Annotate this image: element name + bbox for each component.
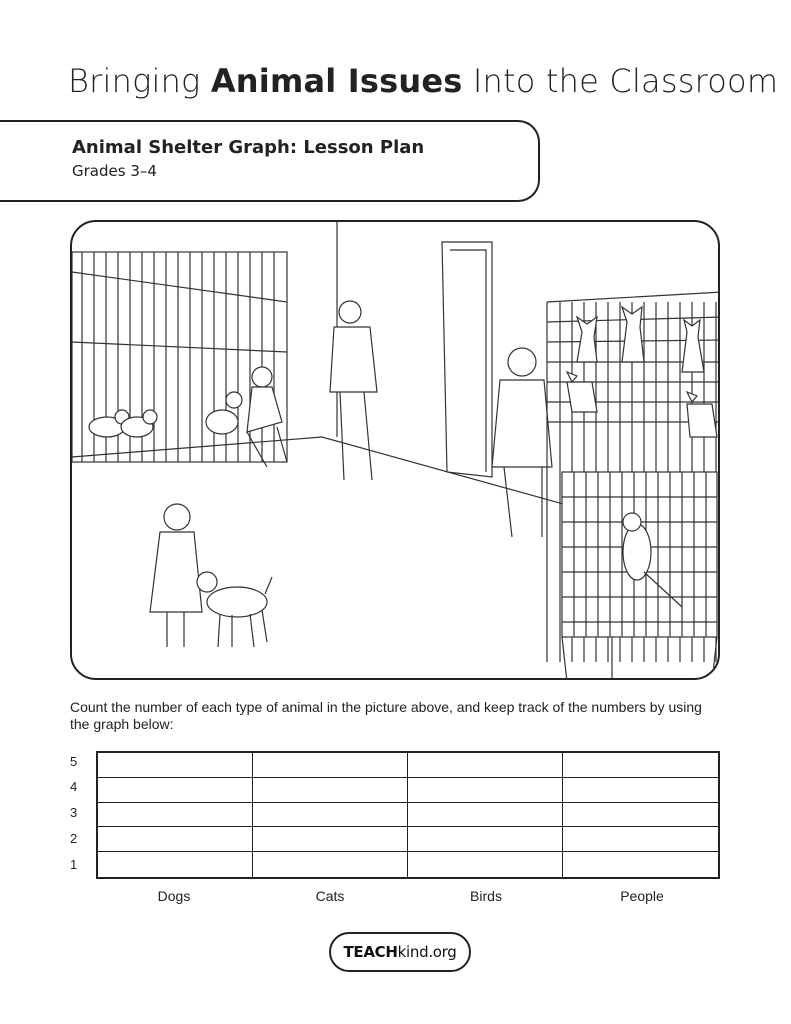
crouching-woman [247, 367, 287, 467]
caged-cats [567, 307, 717, 437]
graph-cell[interactable] [563, 753, 718, 778]
graph-cell[interactable] [98, 827, 253, 852]
graph-cell[interactable] [563, 803, 718, 828]
lesson-title: Animal Shelter Graph: Lesson Plan [72, 137, 425, 158]
graph-cell[interactable] [563, 827, 718, 852]
y-tick-label: 4 [70, 779, 78, 794]
graph-cell[interactable] [408, 753, 563, 778]
graph-cell[interactable] [253, 803, 408, 828]
y-tick-label: 3 [70, 805, 78, 820]
graph-cell[interactable] [253, 852, 408, 877]
column-label-birds: Birds [470, 888, 502, 904]
y-tick-label: 5 [70, 754, 78, 769]
graph-cell[interactable] [253, 778, 408, 803]
shelter-illustration [70, 220, 720, 680]
lesson-header-box [0, 120, 540, 202]
doorway [442, 242, 492, 477]
column-label-people: People [620, 888, 664, 904]
y-tick-label: 1 [70, 857, 78, 872]
page-title: Bringing Animal Issues Into the Classroom [68, 62, 779, 100]
graph-cell[interactable] [253, 753, 408, 778]
teachkind-logo[interactable]: TEACH kind.org [329, 932, 471, 972]
graph-cell[interactable] [563, 778, 718, 803]
tally-graph[interactable] [96, 751, 720, 879]
standing-man [330, 301, 377, 480]
graph-cell[interactable] [98, 753, 253, 778]
graph-cell[interactable] [98, 803, 253, 828]
lesson-grades: Grades 3–4 [72, 162, 157, 180]
column-label-cats: Cats [315, 888, 345, 904]
graph-cell[interactable] [408, 803, 563, 828]
graph-cell[interactable] [408, 827, 563, 852]
graph-cell[interactable] [98, 778, 253, 803]
column-label-dogs: Dogs [157, 888, 191, 904]
graph-cell[interactable] [98, 852, 253, 877]
graph-cell[interactable] [408, 778, 563, 803]
girl-with-dog [150, 504, 272, 647]
graph-cell[interactable] [408, 852, 563, 877]
instructions-text: Count the number of each type of animal in the picture above, and keep track of the numbers by using the graph below: [70, 699, 702, 732]
woman-at-cages [492, 348, 552, 537]
y-tick-label: 2 [70, 831, 78, 846]
graph-cell[interactable] [253, 827, 408, 852]
graph-cell[interactable] [563, 852, 718, 877]
